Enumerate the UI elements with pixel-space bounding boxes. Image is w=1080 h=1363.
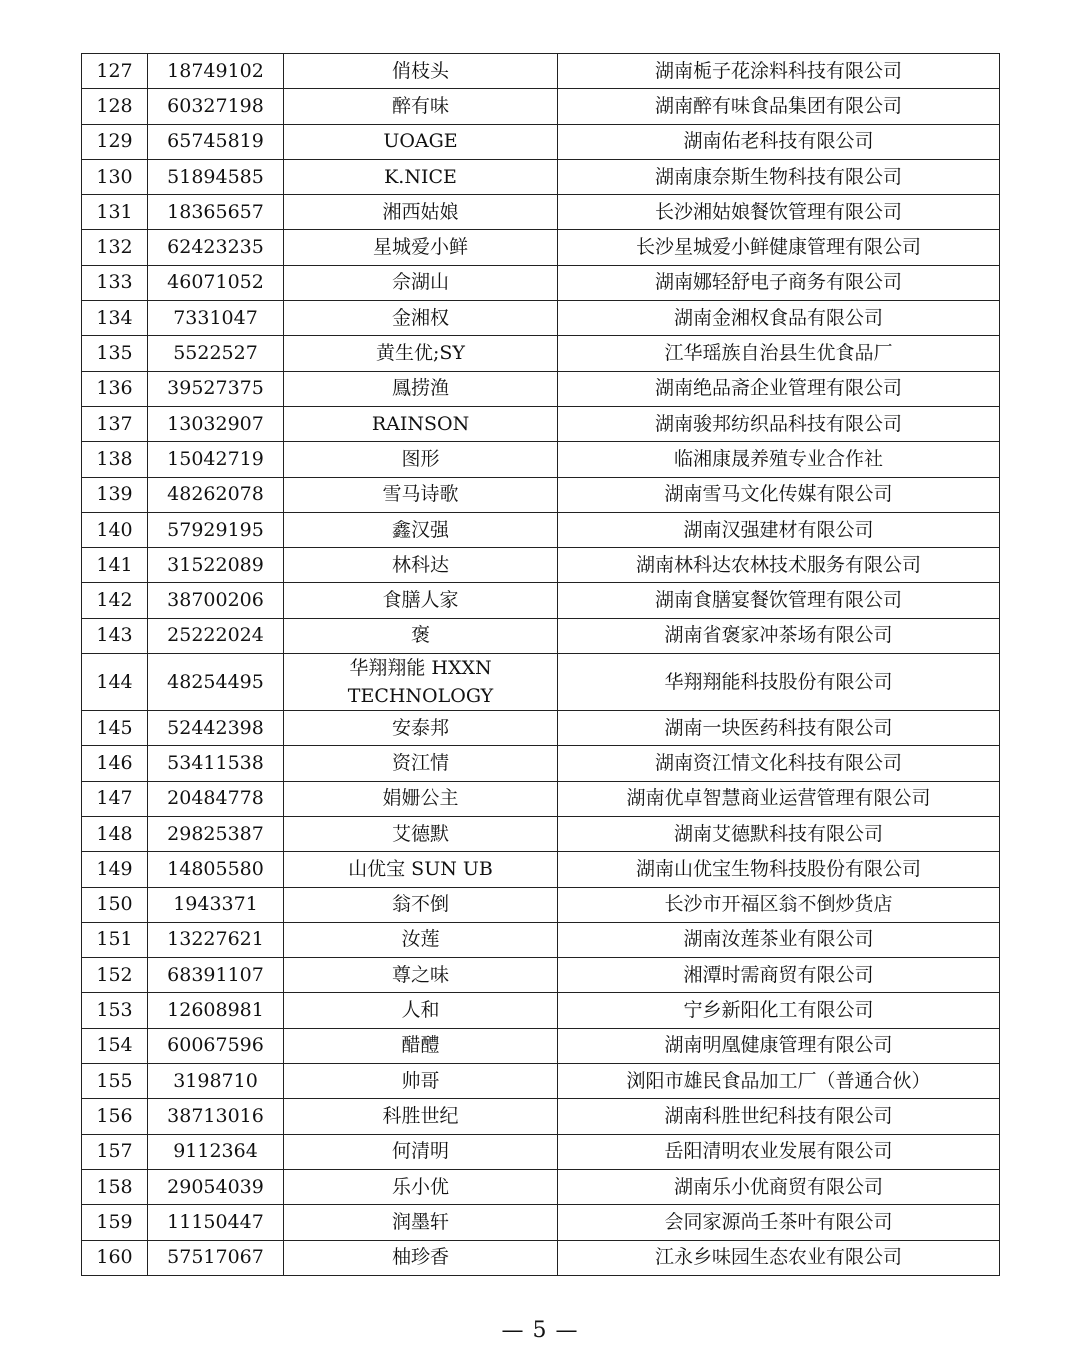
trademark-name: 佘湖山 <box>284 265 558 300</box>
registration-number: 53411538 <box>148 746 284 781</box>
owner-company: 湖南省褒家冲茶场有限公司 <box>558 618 1000 653</box>
trademark-name: 山优宝 SUN UB <box>284 852 558 887</box>
trademark-name: 尊之味 <box>284 958 558 993</box>
trademark-name: 鑫汉强 <box>284 512 558 547</box>
table-row <box>82 301 1000 336</box>
registration-number: 29825387 <box>148 816 284 851</box>
registration-number: 68391107 <box>148 958 284 993</box>
table-row <box>82 548 1000 583</box>
owner-company: 湖南康奈斯生物科技有限公司 <box>558 159 1000 194</box>
row-number: 128 <box>82 89 148 124</box>
row-number: 135 <box>82 336 148 371</box>
owner-company: 湖南汉强建材有限公司 <box>558 512 1000 547</box>
registration-number: 48262078 <box>148 477 284 512</box>
table-row <box>82 887 1000 922</box>
table-row <box>82 958 1000 993</box>
table-row <box>82 852 1000 887</box>
page-number: — 5 — <box>501 1318 579 1343</box>
table-row <box>82 406 1000 441</box>
table-row <box>82 54 1000 89</box>
trademark-name: 鳳捞渔 <box>284 371 558 406</box>
owner-company: 湖南食膳宴餐饮管理有限公司 <box>558 583 1000 618</box>
registration-number: 11150447 <box>148 1205 284 1240</box>
owner-company: 湖南骏邦纺织品科技有限公司 <box>558 406 1000 441</box>
row-number: 129 <box>82 124 148 159</box>
owner-company: 湖南科胜世纪科技有限公司 <box>558 1099 1000 1134</box>
registration-number: 14805580 <box>148 852 284 887</box>
row-number: 130 <box>82 159 148 194</box>
row-number: 143 <box>82 618 148 653</box>
table-row <box>82 816 1000 851</box>
trademark-name: 黄生优;SY <box>284 336 558 371</box>
table-row <box>82 336 1000 371</box>
owner-company: 湖南林科达农林技术服务有限公司 <box>558 548 1000 583</box>
owner-company: 长沙星城爱小鲜健康管理有限公司 <box>558 230 1000 265</box>
row-number: 131 <box>82 195 148 230</box>
registration-number: 57929195 <box>148 512 284 547</box>
registration-number: 18365657 <box>148 195 284 230</box>
registration-number: 39527375 <box>148 371 284 406</box>
table-row <box>82 1028 1000 1063</box>
row-number: 136 <box>82 371 148 406</box>
registration-number: 13032907 <box>148 406 284 441</box>
trademark-name: UOAGE <box>284 124 558 159</box>
table-row <box>82 1064 1000 1099</box>
row-number: 142 <box>82 583 148 618</box>
row-number: 151 <box>82 922 148 957</box>
row-number: 127 <box>82 54 148 89</box>
trademark-name: K.NICE <box>284 159 558 194</box>
table-row <box>82 442 1000 477</box>
table-row <box>82 781 1000 816</box>
trademark-name: 俏枝头 <box>284 54 558 89</box>
trademark-name: 科胜世纪 <box>284 1099 558 1134</box>
row-number: 140 <box>82 512 148 547</box>
owner-company: 浏阳市雄民食品加工厂（普通合伙） <box>558 1064 1000 1099</box>
trademark-name: 翁不倒 <box>284 887 558 922</box>
trademark-name: 娟姗公主 <box>284 781 558 816</box>
owner-company: 湖南资江情文化科技有限公司 <box>558 746 1000 781</box>
owner-company: 江永乡味园生态农业有限公司 <box>558 1240 1000 1275</box>
registration-number: 15042719 <box>148 442 284 477</box>
row-number: 137 <box>82 406 148 441</box>
owner-company: 会同家源尚壬茶叶有限公司 <box>558 1205 1000 1240</box>
owner-company: 湖南乐小优商贸有限公司 <box>558 1169 1000 1204</box>
registration-number: 38713016 <box>148 1099 284 1134</box>
table-row <box>82 230 1000 265</box>
row-number: 138 <box>82 442 148 477</box>
registration-number: 12608981 <box>148 993 284 1028</box>
owner-company: 湖南一块医药科技有限公司 <box>558 711 1000 746</box>
row-number: 150 <box>82 887 148 922</box>
trademark-name: 人和 <box>284 993 558 1028</box>
table-row <box>82 654 1000 711</box>
trademark-name: 褒 <box>284 618 558 653</box>
row-number: 152 <box>82 958 148 993</box>
owner-company: 华翔翔能科技股份有限公司 <box>558 654 1000 711</box>
row-number: 153 <box>82 993 148 1028</box>
owner-company: 临湘康晟养殖专业合作社 <box>558 442 1000 477</box>
owner-company: 湖南醉有味食品集团有限公司 <box>558 89 1000 124</box>
row-number: 144 <box>82 654 148 711</box>
table-row <box>82 1205 1000 1240</box>
registration-number: 9112364 <box>148 1134 284 1169</box>
owner-company: 江华瑶族自治县生优食品厂 <box>558 336 1000 371</box>
trademark-name: 柚珍香 <box>284 1240 558 1275</box>
trademark-name: 资江情 <box>284 746 558 781</box>
trademark-name: 雪马诗歌 <box>284 477 558 512</box>
registration-number: 3198710 <box>148 1064 284 1099</box>
trademark-table <box>81 53 1000 1276</box>
trademark-name: 安泰邦 <box>284 711 558 746</box>
trademark-name: 汝莲 <box>284 922 558 957</box>
table-row <box>82 89 1000 124</box>
owner-company: 湖南雪马文化传媒有限公司 <box>558 477 1000 512</box>
trademark-name: 润墨轩 <box>284 1205 558 1240</box>
registration-number: 60067596 <box>148 1028 284 1063</box>
row-number: 141 <box>82 548 148 583</box>
table-row <box>82 711 1000 746</box>
registration-number: 1943371 <box>148 887 284 922</box>
table-row <box>82 618 1000 653</box>
row-number: 159 <box>82 1205 148 1240</box>
table-row <box>82 746 1000 781</box>
owner-company: 湖南明凰健康管理有限公司 <box>558 1028 1000 1063</box>
trademark-name: 乐小优 <box>284 1169 558 1204</box>
trademark-name: 图形 <box>284 442 558 477</box>
row-number: 134 <box>82 301 148 336</box>
registration-number: 65745819 <box>148 124 284 159</box>
trademark-name: 华翔翔能 HXXN TECHNOLOGY <box>284 654 558 711</box>
registration-number: 7331047 <box>148 301 284 336</box>
registration-number: 18749102 <box>148 54 284 89</box>
registration-number: 60327198 <box>148 89 284 124</box>
owner-company: 岳阳清明农业发展有限公司 <box>558 1134 1000 1169</box>
trademark-name: 金湘权 <box>284 301 558 336</box>
owner-company: 湘潭时需商贸有限公司 <box>558 958 1000 993</box>
table-row <box>82 1169 1000 1204</box>
owner-company: 长沙市开福区翁不倒炒货店 <box>558 887 1000 922</box>
registration-number: 20484778 <box>148 781 284 816</box>
owner-company: 长沙湘姑娘餐饮管理有限公司 <box>558 195 1000 230</box>
table-row <box>82 265 1000 300</box>
row-number: 145 <box>82 711 148 746</box>
table-row <box>82 371 1000 406</box>
registration-number: 38700206 <box>148 583 284 618</box>
trademark-name: 湘西姑娘 <box>284 195 558 230</box>
trademark-name: 艾德默 <box>284 816 558 851</box>
registration-number: 29054039 <box>148 1169 284 1204</box>
row-number: 157 <box>82 1134 148 1169</box>
trademark-name: RAINSON <box>284 406 558 441</box>
table-row <box>82 195 1000 230</box>
row-number: 160 <box>82 1240 148 1275</box>
registration-number: 52442398 <box>148 711 284 746</box>
owner-company: 湖南娜轻舒电子商务有限公司 <box>558 265 1000 300</box>
row-number: 149 <box>82 852 148 887</box>
row-number: 154 <box>82 1028 148 1063</box>
table-row <box>82 993 1000 1028</box>
owner-company: 湖南优卓智慧商业运营管理有限公司 <box>558 781 1000 816</box>
table-row <box>82 477 1000 512</box>
owner-company: 湖南艾德默科技有限公司 <box>558 816 1000 851</box>
row-number: 156 <box>82 1099 148 1134</box>
table-row <box>82 1099 1000 1134</box>
row-number: 158 <box>82 1169 148 1204</box>
trademark-name: 食膳人家 <box>284 583 558 618</box>
registration-number: 31522089 <box>148 548 284 583</box>
trademark-table-body <box>82 54 1000 1276</box>
owner-company: 湖南栀子花涂料科技有限公司 <box>558 54 1000 89</box>
table-row <box>82 159 1000 194</box>
registration-number: 57517067 <box>148 1240 284 1275</box>
trademark-name: 醋醴 <box>284 1028 558 1063</box>
table-row <box>82 1240 1000 1275</box>
row-number: 147 <box>82 781 148 816</box>
registration-number: 62423235 <box>148 230 284 265</box>
trademark-name: 醉有味 <box>284 89 558 124</box>
registration-number: 5522527 <box>148 336 284 371</box>
trademark-name: 星城爱小鲜 <box>284 230 558 265</box>
owner-company: 宁乡新阳化工有限公司 <box>558 993 1000 1028</box>
trademark-name: 何清明 <box>284 1134 558 1169</box>
row-number: 139 <box>82 477 148 512</box>
registration-number: 48254495 <box>148 654 284 711</box>
row-number: 146 <box>82 746 148 781</box>
owner-company: 湖南金湘权食品有限公司 <box>558 301 1000 336</box>
table-row <box>82 583 1000 618</box>
trademark-name: 帅哥 <box>284 1064 558 1099</box>
owner-company: 湖南佑老科技有限公司 <box>558 124 1000 159</box>
registration-number: 13227621 <box>148 922 284 957</box>
owner-company: 湖南汝莲茶业有限公司 <box>558 922 1000 957</box>
table-row <box>82 512 1000 547</box>
row-number: 148 <box>82 816 148 851</box>
owner-company: 湖南山优宝生物科技股份有限公司 <box>558 852 1000 887</box>
registration-number: 46071052 <box>148 265 284 300</box>
registration-number: 25222024 <box>148 618 284 653</box>
table-row <box>82 1134 1000 1169</box>
owner-company: 湖南绝品斋企业管理有限公司 <box>558 371 1000 406</box>
trademark-name: 林科达 <box>284 548 558 583</box>
row-number: 132 <box>82 230 148 265</box>
row-number: 155 <box>82 1064 148 1099</box>
registration-number: 51894585 <box>148 159 284 194</box>
table-row <box>82 922 1000 957</box>
table-row <box>82 124 1000 159</box>
row-number: 133 <box>82 265 148 300</box>
